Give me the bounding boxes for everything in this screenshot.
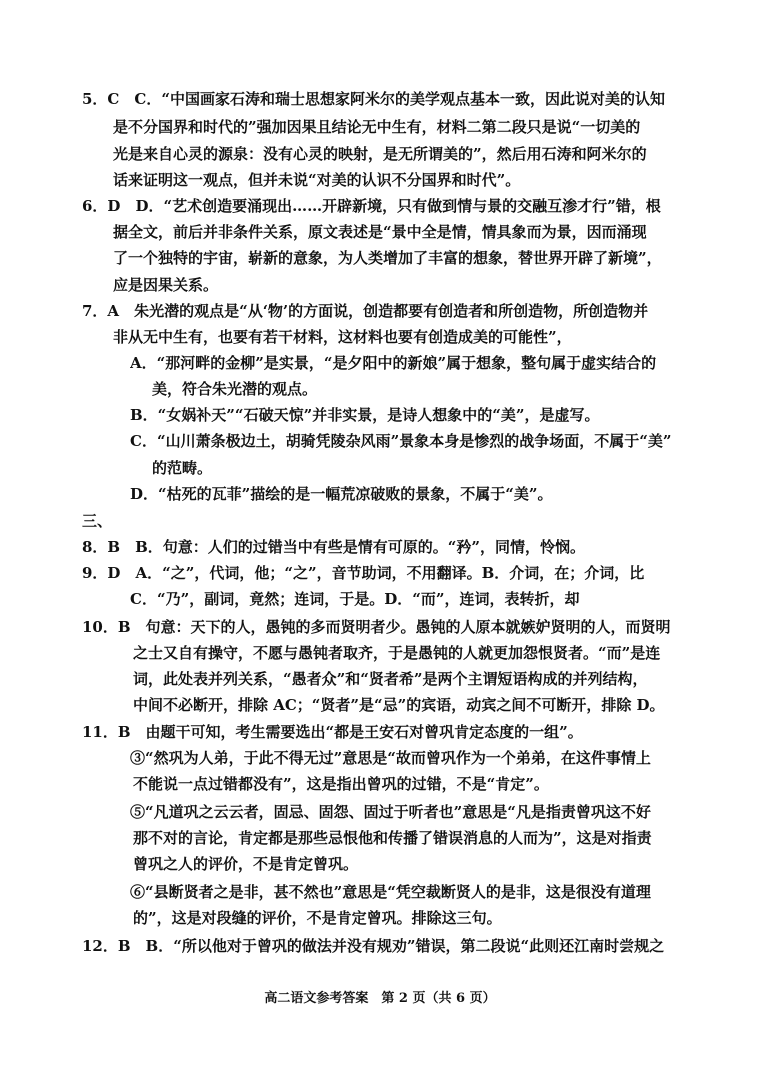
q5-line-4: 话来证明这一观点，但并未说“对美的认识不分国界和时代”。 <box>113 171 521 189</box>
q11-item-6-line-1: ⑥“县断贤者之是非，甚不然也”意思是“凭空裁断贤人的是非，这是很没有道理 <box>130 883 651 901</box>
q12-line-1: 12．B B．“所以他对于曾巩的做法并没有规劝”错误，第二段说“此则还江南时尝规之 <box>82 937 665 955</box>
q6-line-2: 据全文，前后并非条件关系，原文表述是“景中全是情，情具象而为景，因而涌现 <box>113 223 647 241</box>
q7-option-d: D．“枯死的瓦菲”描绘的是一幅荒凉破败的景象，不属于“美”。 <box>130 485 553 503</box>
q5-line-1: 5．C C．“中国画家石涛和瑞士思想家阿米尔的美学观点基本一致，因此说对美的认知 <box>82 90 665 108</box>
q11-item-6-line-2: 的”，这是对段缝的评价，不是肯定曾巩。排除这三句。 <box>133 909 502 927</box>
q7-option-b: B．“女娲补天”“石破天惊”并非实景，是诗人想象中的“美”，是虚写。 <box>130 406 600 424</box>
q10-line-1: 10．B 句意：天下的人，愚钝的多而贤明者少。愚钝的人原本就嫉妒贤明的人，而贤明 <box>82 618 671 636</box>
q10-line-3: 词，此处表并列关系，“愚者众”和“贤者希”是两个主谓短语构成的并列结构， <box>133 670 648 688</box>
q7-option-c-line-1: C．“山川萧条极边土，胡骑凭陵杂风雨”景象本身是惨烈的战争场面，不属于“美” <box>130 432 672 450</box>
q5-line-2: 是不分国界和时代的”强加因果且结论无中生有，材料二第二段只是说“一切美的 <box>113 118 641 136</box>
q11-item-3-line-2: 不能说一点过错都没有”，这是指出曾巩的过错，不是“肯定”。 <box>133 775 549 793</box>
q7-option-a-line-2: 美，符合朱光潜的观点。 <box>152 380 318 398</box>
q7-option-c-line-2: 的范畴。 <box>152 459 213 477</box>
q5-line-3: 光是来自心灵的源泉：没有心灵的映射，是无所谓美的”，然后用石涛和阿米尔的 <box>113 145 647 163</box>
q6-line-3: 了一个独特的宇宙，崭新的意象，为人类增加了丰富的想象，替世界开辟了新境”， <box>113 249 662 267</box>
q10-line-2: 之士又自有操守，不愿与愚钝者取齐，于是愚钝的人就更加怨恨贤者。“而”是连 <box>133 644 661 662</box>
q9-line-2: C．“乃”，副词，竟然；连词，于是。D．“而”，连词，表转折，却 <box>130 590 580 608</box>
q7-option-a-line-1: A．“那河畔的金柳”是实景，“是夕阳中的新娘”属于想象，整句属于虚实结合的 <box>130 354 657 372</box>
page-footer: 高二语文参考答案 第 2 页（共 6 页） <box>264 991 496 1006</box>
q8-line-1: 8．B B．句意：人们的过错当中有些是情有可原的。“矜”，同情，怜悯。 <box>82 538 586 556</box>
q6-line-4: 应是因果关系。 <box>113 276 219 294</box>
q11-line-1: 11．B 由题干可知，考生需要选出“都是王安石对曾巩肯定态度的一组”。 <box>82 723 583 741</box>
section-three-heading: 三、 <box>82 512 113 530</box>
q9-line-1: 9．D A．“之”，代词，他；“之”，音节助词，不用翻译。B．介词，在；介词，比 <box>82 564 645 582</box>
q11-item-3-line-1: ③“然巩为人弟，于此不得无过”意思是“故而曾巩作为一个弟弟，在这件事情上 <box>130 749 651 767</box>
q11-item-5-line-1: ⑤“凡道巩之云云者，固忌、固怨、固过于听者也”意思是“凡是指责曾巩这不好 <box>130 803 651 821</box>
q10-line-4: 中间不必断开，排除 AC；“贤者”是“忌”的宾语，动宾之间不可断开，排除 D。 <box>133 696 665 714</box>
q7-line-2: 非从无中生有，也要有若干材料，这材料也要有创造成美的可能性”， <box>113 328 572 346</box>
q6-line-1: 6．D D．“艺术创造要涌现出……开辟新境，只有做到情与景的交融互渗才行”错，根 <box>82 197 661 215</box>
q11-item-5-line-2: 那不对的言论，肯定都是那些忌恨他和传播了错误消息的人而为”，这是对指责 <box>133 829 652 847</box>
q11-item-5-line-3: 曾巩之人的评价，不是肯定曾巩。 <box>133 855 359 873</box>
q7-line-1: 7．A 朱光潜的观点是“从‘物’的方面说，创造都要有创造者和所创造物，所创造物并 <box>82 302 649 320</box>
